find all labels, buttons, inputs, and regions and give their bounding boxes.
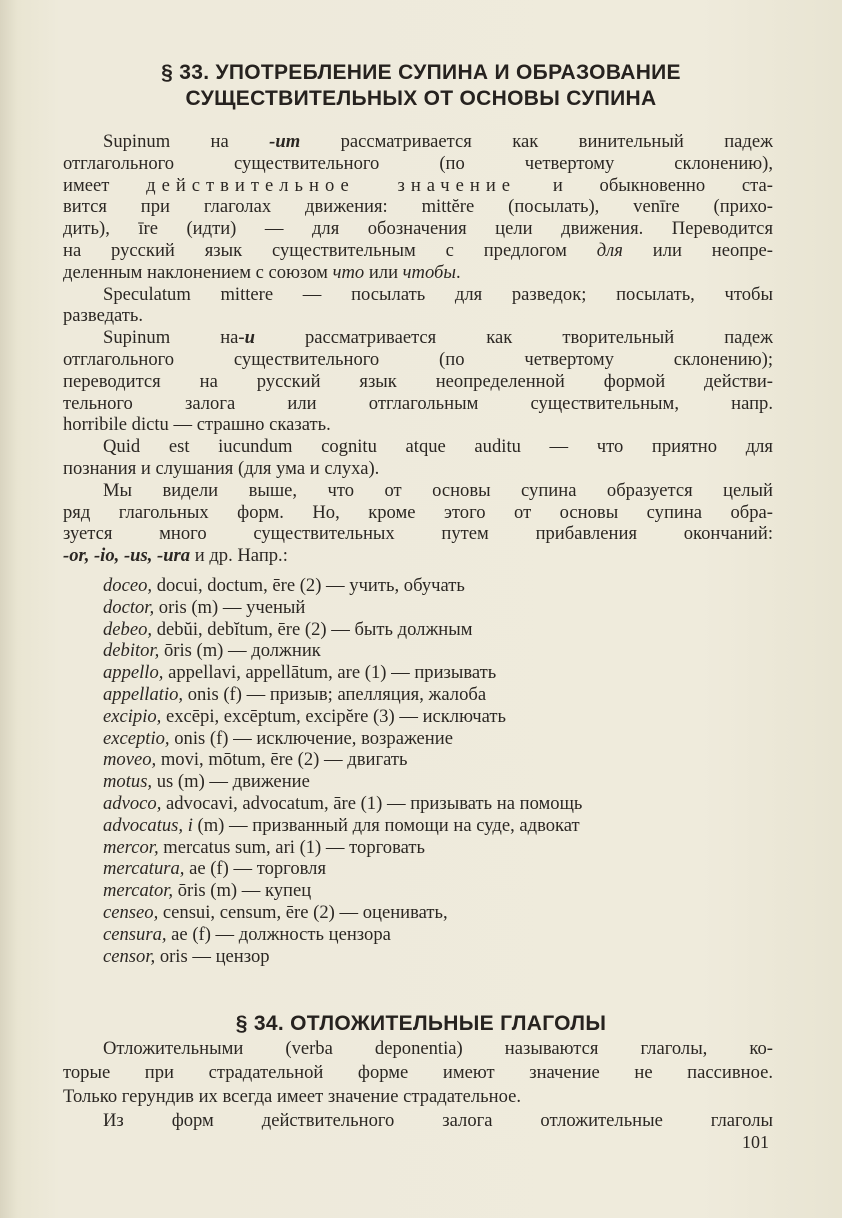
entry-headword: moveo, xyxy=(103,749,157,771)
entry-definition: ae (f) — торговля xyxy=(184,858,326,880)
entry-headword: doctor, xyxy=(103,596,155,618)
text-segment: или xyxy=(364,261,403,283)
vocabulary-entry xyxy=(103,837,783,859)
entry-definition: ōris (m) — должник xyxy=(159,640,321,662)
text-line xyxy=(63,327,773,349)
text-line xyxy=(63,1037,773,1061)
entry-headword: excipio, xyxy=(103,705,162,727)
text-segment: Supinum на- xyxy=(103,327,245,349)
text-segment: познания и слушания (для ума и слуха). xyxy=(63,457,380,479)
text-line xyxy=(63,284,773,306)
vocabulary-entry xyxy=(103,640,783,662)
text-segment: разведать. xyxy=(63,305,144,327)
text-segment: Мы видели выше, что от основы супина образуется целый xyxy=(103,479,773,501)
text-line xyxy=(63,458,773,480)
page-number: 101 xyxy=(742,1132,769,1152)
text-line xyxy=(63,349,773,371)
text-line xyxy=(63,436,773,458)
entry-headword: censeo, xyxy=(103,901,159,923)
entry-headword: advoco, xyxy=(103,792,162,814)
section-33-title-line-2: СУЩЕСТВИТЕЛЬНЫХ ОТ ОСНОВЫ СУПИНА xyxy=(185,87,657,110)
vocabulary-entry xyxy=(103,880,783,902)
entry-headword: mercator, xyxy=(103,880,174,902)
text-segment: . xyxy=(455,261,461,283)
section-34-title: § 34. ОТЛОЖИТЕЛЬНЫЕ ГЛАГОЛЫ xyxy=(235,1012,607,1035)
text-segment: рассматривается как творительный падеж xyxy=(254,327,773,349)
entry-headword: doceo, xyxy=(103,575,153,596)
vocabulary-entry xyxy=(103,793,783,815)
vocabulary-entry xyxy=(103,858,783,880)
section-33-title-line-1: § 33. УПОТРЕБЛЕНИЕ СУПИНА И ОБРАЗОВАНИЕ xyxy=(161,61,681,84)
entry-definition: advocavi, advocatum, āre (1) — призывать на помощь xyxy=(161,792,583,814)
text-line xyxy=(63,480,773,502)
vocabulary-entry xyxy=(103,575,783,597)
entry-definition: (m) — призванный для помощи на суде, адвокат xyxy=(192,814,580,836)
entry-definition: ōris (m) — купец xyxy=(173,880,312,902)
text-segment: Speculatum mittere — посылать для разведок; посылать, чтобы xyxy=(103,283,773,305)
entry-headword: debeo, xyxy=(103,618,153,640)
text-segment: зуется много существительных путем прибавления окончаний: xyxy=(63,523,773,545)
text-segment: отглагольного существительного (по четвертому склонению), xyxy=(63,152,773,174)
entry-definition: appellavi, appellātum, are (1) — призывать xyxy=(163,662,497,684)
text-line xyxy=(63,262,773,284)
emphasis-text: -or, -io, -us, -ura xyxy=(63,545,191,567)
entry-definition: censui, censum, ēre (2) — оценивать, xyxy=(158,901,448,923)
vocabulary-entry xyxy=(103,728,783,750)
text-line xyxy=(63,1085,773,1109)
text-line xyxy=(63,414,773,436)
entry-headword: motus, xyxy=(103,771,153,793)
text-segment: дить), īre (идти) — для обозначения цели движения. Переводится xyxy=(63,218,773,240)
entry-headword: appellatio, xyxy=(103,683,184,705)
entry-headword: censura, xyxy=(103,923,167,945)
vocabulary-list xyxy=(103,575,783,967)
text-segment: и др. Напр.: xyxy=(190,545,288,567)
text-line xyxy=(63,371,773,393)
text-segment: на русский язык существительным с предлогом xyxy=(63,239,597,261)
vocabulary-entry xyxy=(103,684,783,706)
text-line xyxy=(63,240,773,262)
entry-definition: onis (f) — призыв; апелляция, жалоба xyxy=(183,683,487,705)
text-line xyxy=(63,175,773,197)
text-segment: и обыкновенно ста- xyxy=(516,174,773,196)
entry-definition: docui, doctum, ēre (2) — учить, обучать xyxy=(152,575,465,596)
text-line xyxy=(63,502,773,524)
text-segment: horribile dictu — страшно сказать. xyxy=(63,414,331,436)
text-line xyxy=(63,523,773,545)
emphasis-text: -um xyxy=(269,131,301,152)
text-segment: тельного залога или отглагольным существительным, напр. xyxy=(63,392,773,414)
entry-headword: advocatus, i xyxy=(103,814,193,836)
entry-headword: censor, xyxy=(103,945,156,967)
entry-headword: debitor, xyxy=(103,640,160,662)
entry-definition: ae (f) — должность цензора xyxy=(166,923,391,945)
text-segment: Quid est iucundum cognitu atque auditu — что приятно для xyxy=(103,436,773,458)
entry-definition: oris (m) — ученый xyxy=(154,596,306,618)
vocabulary-entry xyxy=(103,706,783,728)
text-segment: имеет xyxy=(63,174,147,196)
text-segment: вится при глаголах движения: mittĕre (посылать), venīre (прихо- xyxy=(63,196,773,218)
text-segment: Только герундив их всегда имеет значение страдательное. xyxy=(63,1086,522,1107)
emphasis-text: u xyxy=(244,327,255,349)
entry-definition: onis (f) — исключение, возражение xyxy=(169,727,453,749)
text-segment: или неопре- xyxy=(622,239,774,261)
entry-definition: debŭi, debĭtum, ēre (2) — быть должным xyxy=(152,618,473,640)
text-segment: Supinum на xyxy=(103,131,270,152)
entry-headword: mercatura, xyxy=(103,858,185,880)
section-34-body xyxy=(63,1037,773,1133)
emphasis-text: что xyxy=(332,261,365,283)
text-line xyxy=(63,305,773,327)
text-segment: деленным наклонением с союзом xyxy=(63,261,333,283)
emphasis-text: действительное значение xyxy=(146,174,517,196)
text-line xyxy=(63,131,773,153)
vocabulary-entry xyxy=(103,771,783,793)
entry-definition: excēpi, excēptum, excipĕre (3) — исключать xyxy=(161,705,506,727)
text-line xyxy=(63,1061,773,1085)
vocabulary-entry xyxy=(103,749,783,771)
vocabulary-entry xyxy=(103,662,783,684)
text-segment: переводится на русский язык неопределенной формой действи- xyxy=(63,370,773,392)
text-segment: торые при страдательной форме имеют значение не пассивное. xyxy=(63,1062,773,1083)
text-line xyxy=(63,545,773,567)
vocabulary-entry xyxy=(103,902,783,924)
text-line xyxy=(63,393,773,415)
vocabulary-entry xyxy=(103,946,783,968)
text-segment: Отложительными (verba deponentia) называются глаголы, ко- xyxy=(103,1038,773,1059)
text-segment: ряд глагольных форм. Но, кроме этого от основы супина обра- xyxy=(63,501,773,523)
vocabulary-entry xyxy=(103,619,783,641)
vocabulary-entry xyxy=(103,815,783,837)
text-line xyxy=(63,1109,773,1133)
text-segment: отглагольного существительного (по четвертому склонению); xyxy=(63,348,773,370)
text-line xyxy=(63,218,773,240)
entry-headword: appello, xyxy=(103,662,164,684)
vocabulary-entry xyxy=(103,924,783,946)
emphasis-text: для xyxy=(596,239,623,261)
section-33-body xyxy=(63,131,773,567)
text-segment: рассматривается как винительный падеж xyxy=(300,131,773,152)
entry-headword: exceptio, xyxy=(103,727,170,749)
entry-definition: mercatus sum, ari (1) — торговать xyxy=(158,836,425,858)
text-segment: Из форм действительного залога отложительные глаголы xyxy=(103,1110,773,1131)
emphasis-text: чтобы xyxy=(402,261,456,283)
entry-definition: us (m) — движение xyxy=(152,771,310,793)
text-line xyxy=(63,153,773,175)
entry-definition: movi, mōtum, ēre (2) — двигать xyxy=(156,749,408,771)
text-line xyxy=(63,196,773,218)
entry-definition: oris — цензор xyxy=(155,945,270,967)
vocabulary-entry xyxy=(103,597,783,619)
entry-headword: mercor, xyxy=(103,836,159,858)
